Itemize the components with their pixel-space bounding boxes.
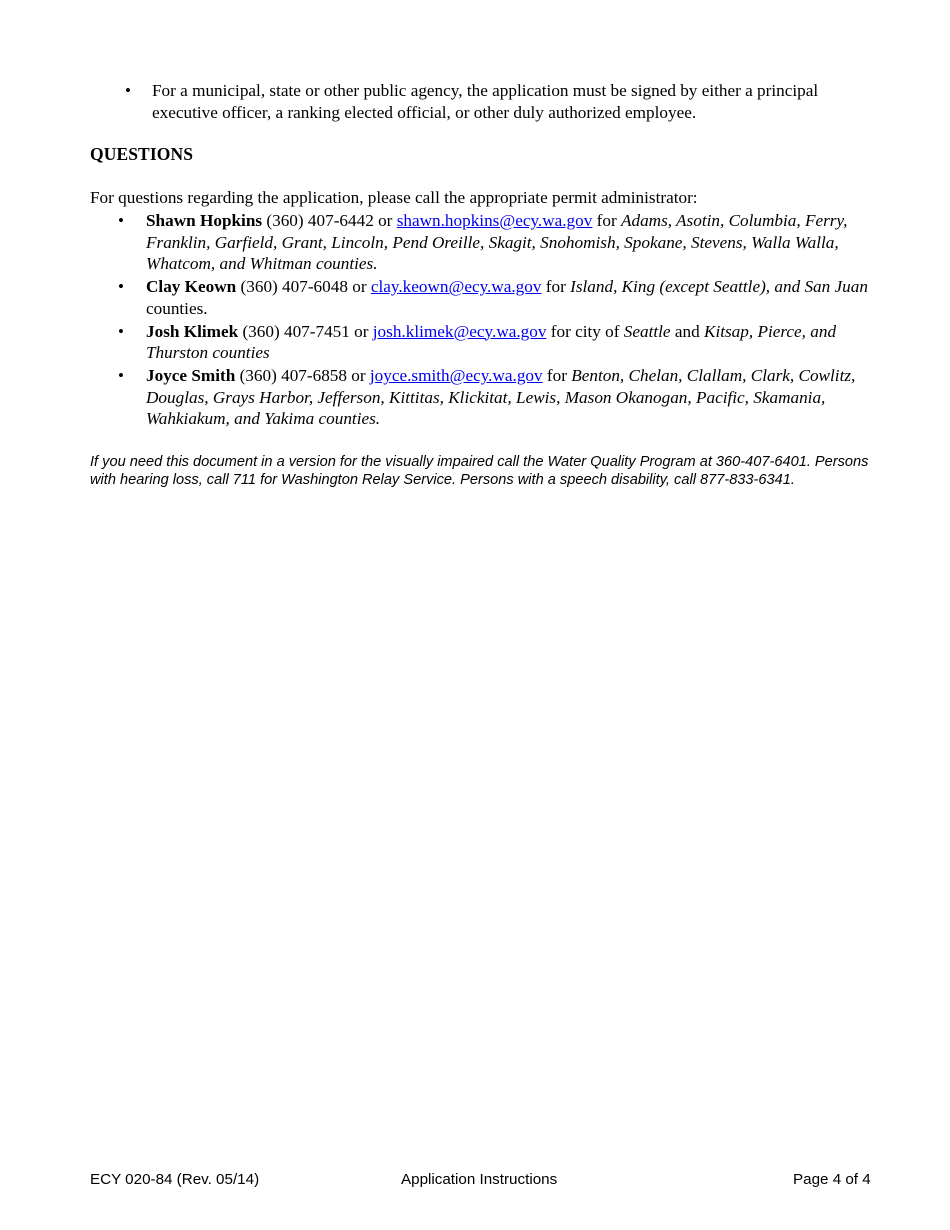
footer-form-id: ECY 020-84 (Rev. 05/14)	[90, 1171, 260, 1188]
footer-page-number: Page 4 of 4	[793, 1171, 871, 1188]
intro-bullet-list	[125, 80, 872, 123]
contact-area: Island, King (except Seattle), and San Juan	[570, 277, 868, 296]
contact-for-text: for	[592, 211, 621, 230]
contact-area: Adams, Asotin, Columbia, Ferry, Franklin, Garfield, Grant, Lincoln, Pend Oreille, Skagit, Snohomish, Spokane, Stevens, Walla Walla, Whatcom, and Whitman counties.	[146, 211, 848, 273]
contact-area-mid: and	[670, 321, 704, 341]
contact-for-text: for	[542, 366, 572, 385]
contact-area-suffix: counties.	[146, 298, 208, 318]
accessibility-notice: If you need this document in a version for the visually impaired call the Water Quality Program at 360-407-6401. Persons with hearing loss, call 711 for Washington Relay Service. Persons with a speech disability, call 877-833-6341.	[90, 454, 869, 489]
contact-area: Seattle	[623, 321, 671, 341]
contact-for-text: for	[541, 277, 571, 296]
contact-area: Benton, Chelan, Clallam, Clark, Cowlitz, Douglas, Grays Harbor, Jefferson, Kittitas, Klickitat, Lewis, Mason Okanogan, Pacific, Skamania, Wahkiakum, and Yakima counties.	[146, 366, 856, 428]
contact-item-shawn-hopkins	[118, 210, 874, 275]
contact-list	[118, 210, 874, 431]
contact-phone: (360) 407-6858 or	[235, 366, 370, 385]
bullet-icon: •	[125, 81, 131, 100]
section-heading-questions: QUESTIONS	[90, 144, 194, 164]
contact-for-text: for city of	[546, 321, 624, 341]
intro-bullet-text: For a municipal, state or other public agency, the application must be signed by either a principal executive officer, a ranking elected official, or other duly authorized employee.	[152, 81, 819, 122]
list-item	[125, 80, 872, 123]
contact-area-2: Kitsap, Pierce, and Thurston counties	[146, 321, 837, 362]
contact-name: Josh Klimek	[146, 321, 239, 341]
contact-email-link[interactable]: joyce.smith@ecy.wa.gov	[369, 366, 543, 385]
contact-email-link[interactable]: josh.klimek@ecy.wa.gov	[372, 321, 547, 341]
contact-email-link[interactable]: shawn.hopkins@ecy.wa.gov	[396, 211, 593, 230]
questions-lead-text: For questions regarding the application, please call the appropriate permit administrator:	[90, 188, 698, 207]
bullet-icon: •	[118, 321, 124, 341]
contact-item-clay-keown	[118, 276, 874, 319]
bullet-icon: •	[118, 366, 124, 385]
contact-name: Joyce Smith	[146, 366, 236, 385]
contact-item-josh-klimek	[118, 321, 874, 364]
bullet-icon: •	[118, 211, 124, 230]
contact-phone: (360) 407-6048 or	[236, 277, 371, 296]
contact-phone: (360) 407-6442 or	[262, 211, 397, 230]
contact-email-link[interactable]: clay.keown@ecy.wa.gov	[370, 277, 542, 296]
contact-name: Shawn Hopkins	[146, 211, 263, 230]
contact-item-joyce-smith	[118, 365, 874, 430]
footer-doc-title: Application Instructions	[401, 1171, 558, 1188]
contact-name: Clay Keown	[146, 277, 237, 296]
bullet-icon: •	[118, 277, 124, 296]
contact-phone: (360) 407-7451 or	[238, 321, 373, 341]
